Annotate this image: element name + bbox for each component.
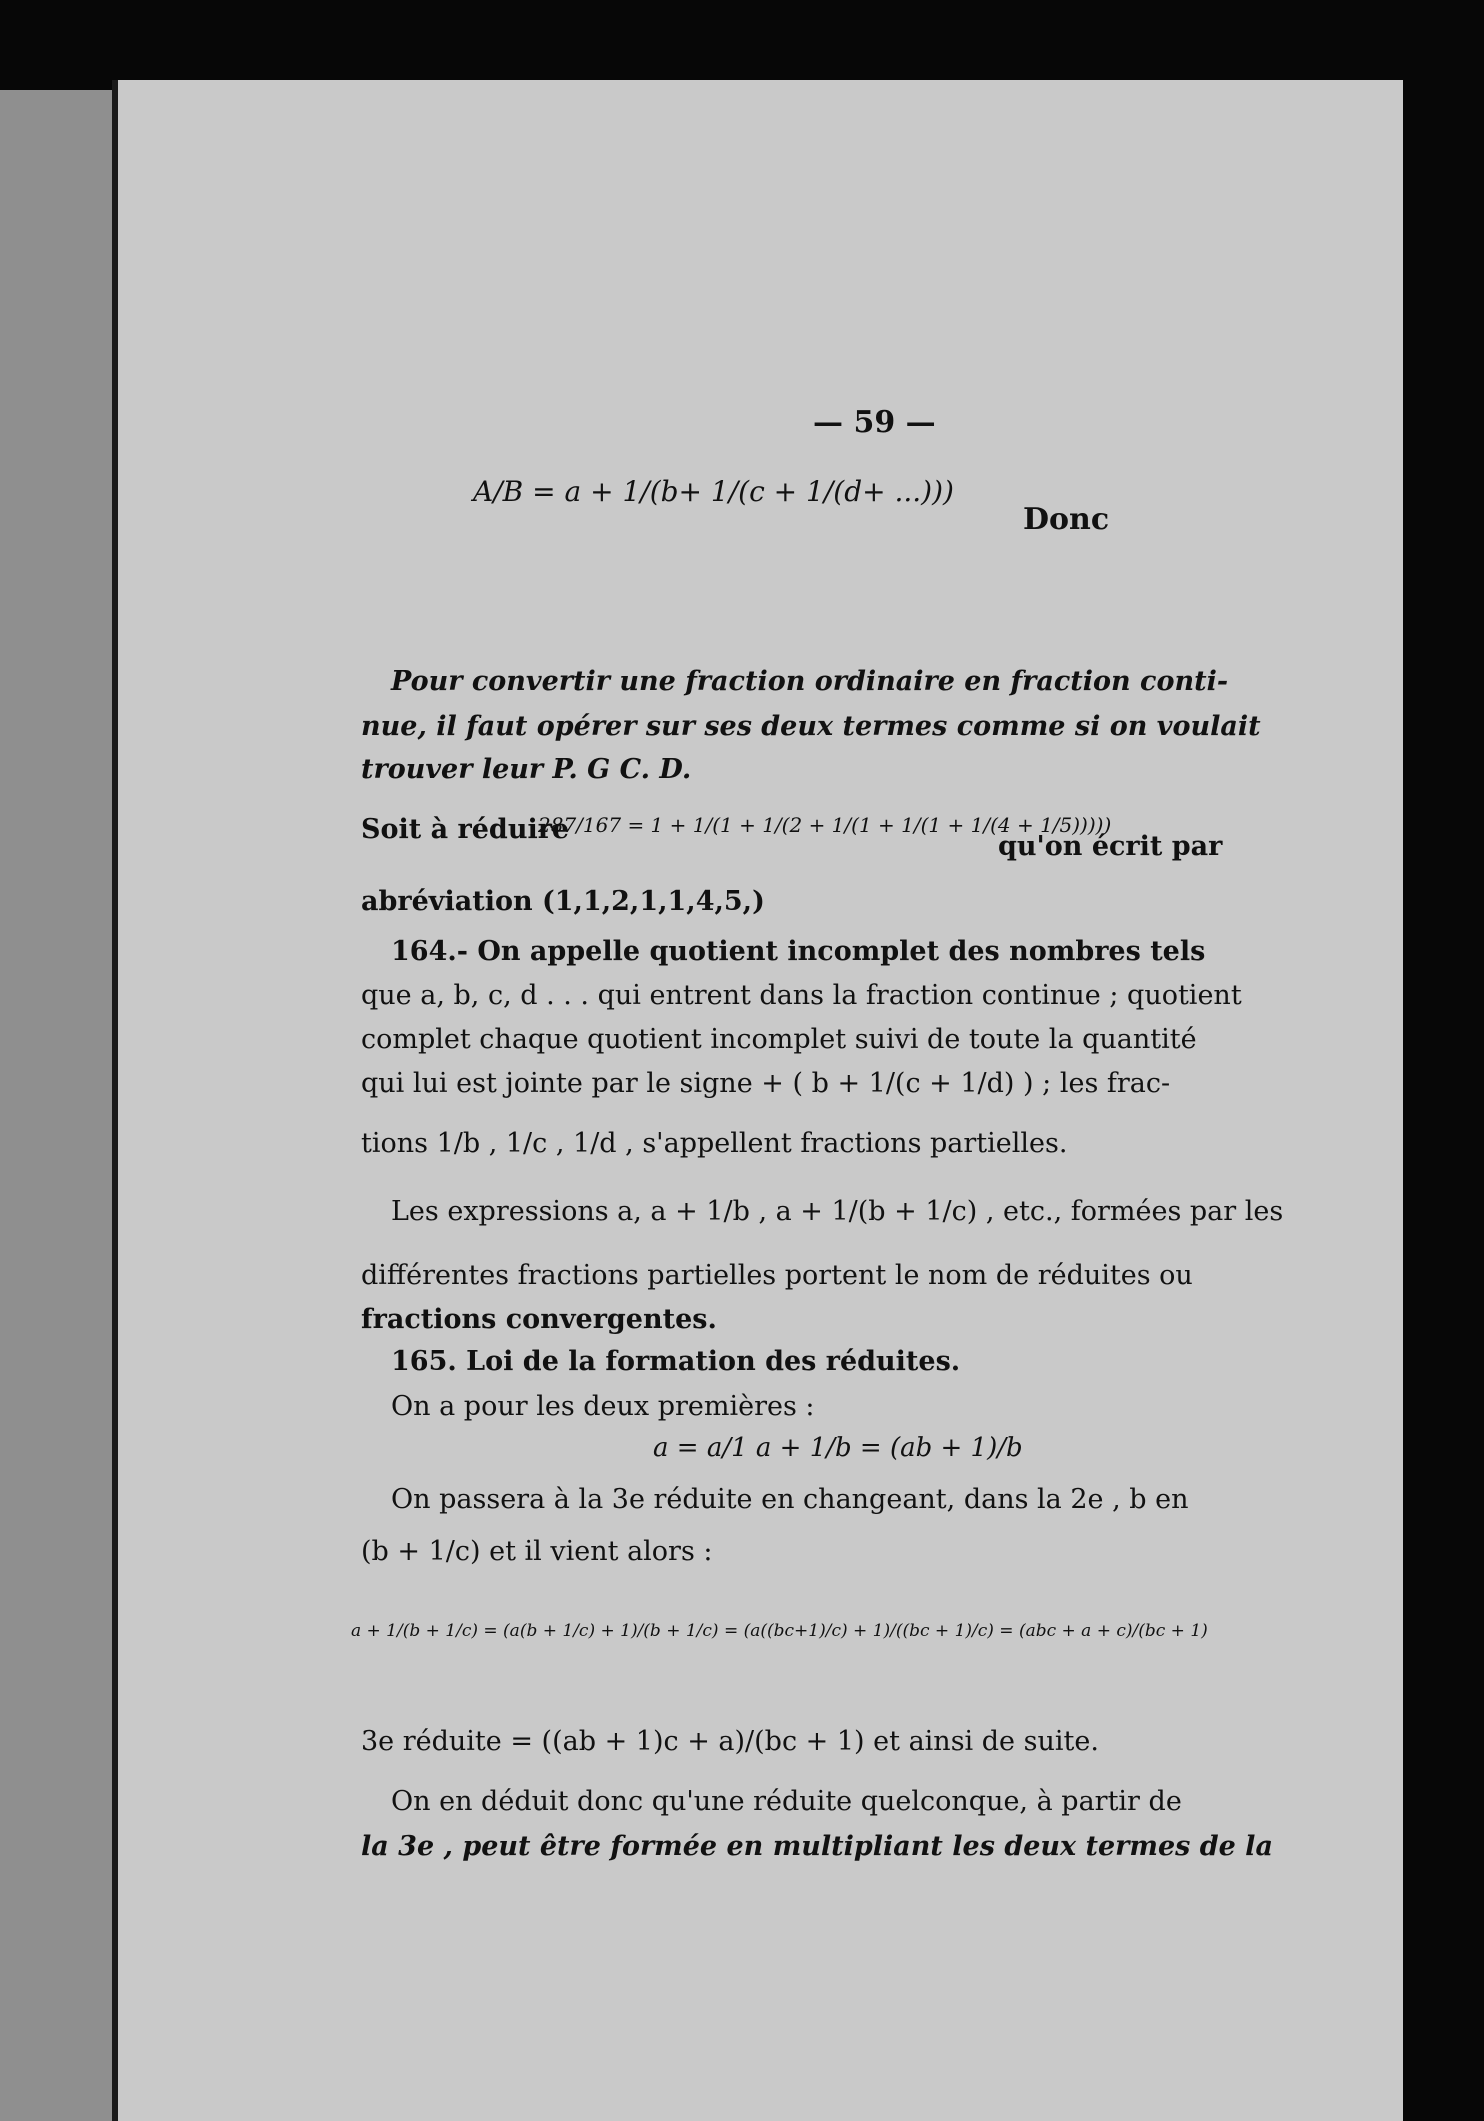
- expressions-line-3: fractions convergentes.: [361, 1304, 717, 1335]
- paragraph-164-line-1: 164.- On appelle quotient incomplet des nombres tels: [391, 936, 1206, 967]
- section-165-line-2: On a pour les deux premières :: [391, 1391, 815, 1422]
- third-reduite-line: 3e réduite = ((ab + 1)c + a)/(bc + 1) et ainsi de suite.: [361, 1726, 1099, 1757]
- final-line-1: On en déduit donc qu'une réduite quelconque, à partir de: [391, 1786, 1182, 1817]
- soit-suffix: qu'on écrit par: [998, 831, 1223, 862]
- section-165-formula: a = a/1 a + 1/b = (ab + 1)/b: [653, 1433, 1023, 1463]
- section-165-title: 165. Loi de la formation des réduites.: [391, 1346, 961, 1377]
- soit-formula: 287/167 = 1 + 1/(1 + 1/(2 + 1/(1 + 1/(1 + 1/(4 + 1/5))))): [538, 813, 1112, 837]
- page-number: — 59 —: [813, 405, 936, 440]
- abbreviation-line: abréviation (1,1,2,1,1,4,5,): [361, 886, 765, 917]
- third-reduite-derivation: a + 1/(b + 1/c) = (a(b + 1/c) + 1)/(b + 1/c) = (a((bc+1)/c) + 1)/((bc + 1)/c) = (abc + a + c)/(bc + 1): [351, 1621, 1208, 1641]
- soit-prefix: Soit à réduire: [361, 814, 570, 845]
- paragraph-164-line-5: tions 1/b , 1/c , 1/d , s'appellent fractions partielles.: [361, 1128, 1068, 1159]
- paragraph-164-line-3: complet chaque quotient incomplet suivi de toute la quantité: [361, 1024, 1197, 1055]
- book-page: [112, 80, 1403, 2121]
- final-line-2: la 3e , peut être formée en multipliant les deux termes de la: [361, 1831, 1273, 1862]
- previous-page-edge: [0, 90, 112, 2121]
- paragraph-line-3: trouver leur P. G C. D.: [361, 754, 692, 785]
- section-165-line-3: On passera à la 3e réduite en changeant, dans la 2e , b en: [391, 1484, 1189, 1515]
- section-165-line-4: (b + 1/c) et il vient alors :: [361, 1536, 713, 1567]
- continued-fraction-1: A/B = a + 1/(b+ 1/(c + 1/(d+ ...))): [473, 475, 954, 508]
- paragraph-line-1: Pour convertir une fraction ordinaire en fraction conti-: [391, 666, 1229, 697]
- paragraph-164-line-2: que a, b, c, d . . . qui entrent dans la fraction continue ; quotient: [361, 980, 1242, 1011]
- paragraph-164-line-4: qui lui est jointe par le signe + ( b + 1/(c + 1/d) ) ; les frac-: [361, 1068, 1171, 1099]
- donc-label: Donc: [1023, 502, 1110, 537]
- expressions-line-2: différentes fractions partielles portent le nom de réduites ou: [361, 1260, 1193, 1291]
- expressions-line-1: Les expressions a, a + 1/b , a + 1/(b + 1/c) , etc., formées par les: [391, 1196, 1284, 1227]
- paragraph-line-2: nue, il faut opérer sur ses deux termes comme si on voulait: [361, 711, 1261, 742]
